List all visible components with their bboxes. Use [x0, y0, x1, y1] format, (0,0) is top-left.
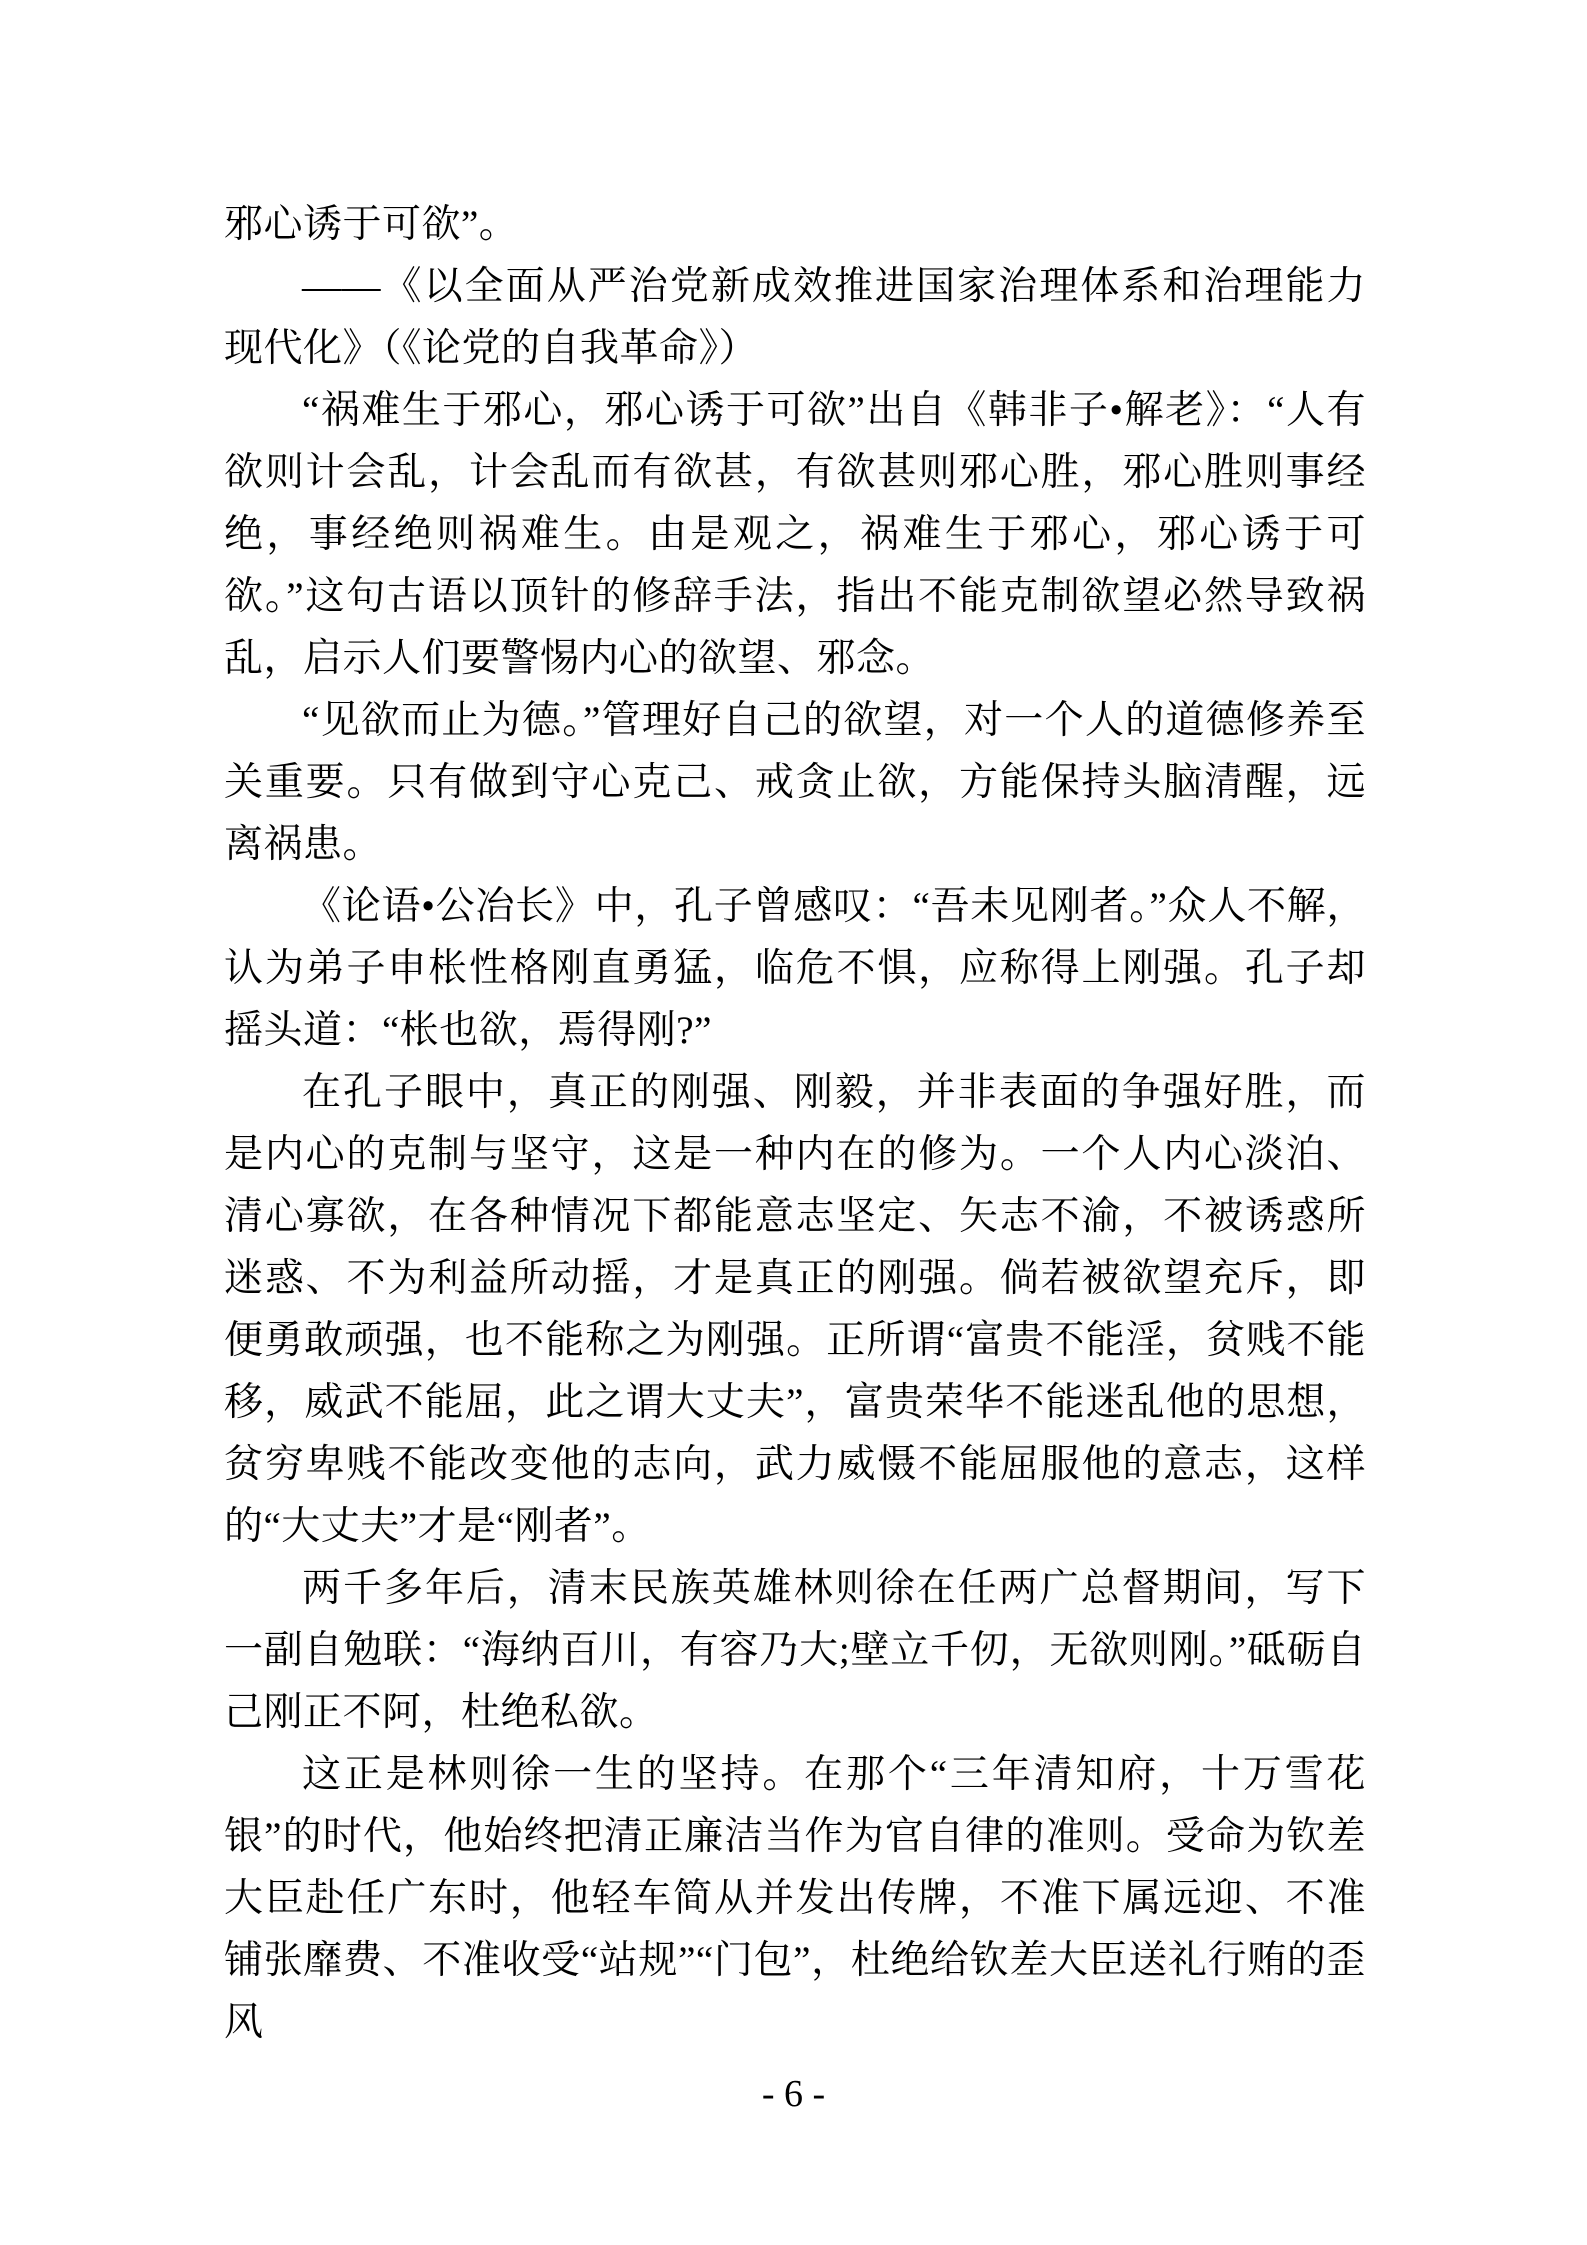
paragraph-analects-quote: 《论语•公冶长》中，孔子曾感叹：“吾未见刚者。”众人不解，认为弟子申枨性格刚直勇猛，临危不惧，应称得上刚强。孔子却摇头道：“枨也欲，焉得刚?”	[224, 885, 1366, 1052]
page-footer	[0, 2070, 1587, 2118]
page-number: - 6 -	[761, 2073, 826, 2115]
paragraph-confucius-view: 在孔子眼中，真正的刚强、刚毅，并非表面的争强好胜，而是内心的克制与坚守，这是一种内在的修为。一个人内心淡泊、清心寡欲，在各种情况下都能意志坚定、矢志不渝，不被诱惑所迷惑、不为利益所动摇，才是真正的刚强。倘若被欲望充斥，即便勇敢顽强，也不能称之为刚强。正所谓“富贵不能淫，贫贱不能移，威武不能屈，此之谓大丈夫”，富贵荣华不能迷乱他的思想，贫穷卑贱不能改变他的志向，武力威慑不能屈服他的意志，这样的“大丈夫”才是“刚者”。	[224, 1071, 1366, 1548]
paragraph-continuation: 邪心诱于可欲”。	[224, 203, 519, 246]
paragraph-desire-virtue: “见欲而止为德。”管理好自己的欲望，对一个人的道德修养至关重要。只有做到守心克己、戒贪止欲，方能保持头脑清醒，远离祸患。	[224, 699, 1366, 866]
document-body	[224, 194, 1366, 2054]
paragraph-hanfeizi-quote: “祸难生于邪心，邪心诱于可欲”出自《韩非子•解老》：“人有欲则计会乱，计会乱而有欲甚，有欲甚则邪心胜，邪心胜则事经绝，事经绝则祸难生。由是观之，祸难生于邪心，邪心诱于可欲。”这句古语以顶针的修辞手法，指出不能克制欲望必然导致祸乱，启示人们要警惕内心的欲望、邪念。	[224, 389, 1366, 680]
paragraph-linzexu-integrity: 这正是林则徐一生的坚持。在那个“三年清知府，十万雪花银”的时代，他始终把清正廉洁当作为官自律的准则。受命为钦差大臣赴任广东时，他轻车简从并发出传牌，不准下属远迎、不准铺张靡费、不准收受“站规”“门包”，杜绝给钦差大臣送礼行贿的歪风	[224, 1753, 1366, 2044]
paragraph-linzexu-couplet: 两千多年后，清末民族英雄林则徐在任两广总督期间，写下一副自勉联：“海纳百川，有容乃大;壁立千仞，无欲则刚。”砥砺自己刚正不阿，杜绝私欲。	[224, 1567, 1366, 1734]
paragraph-source-citation: ——《以全面从严治党新成效推进国家治理体系和治理能力现代化》（《论党的自我革命》）	[224, 265, 1366, 370]
